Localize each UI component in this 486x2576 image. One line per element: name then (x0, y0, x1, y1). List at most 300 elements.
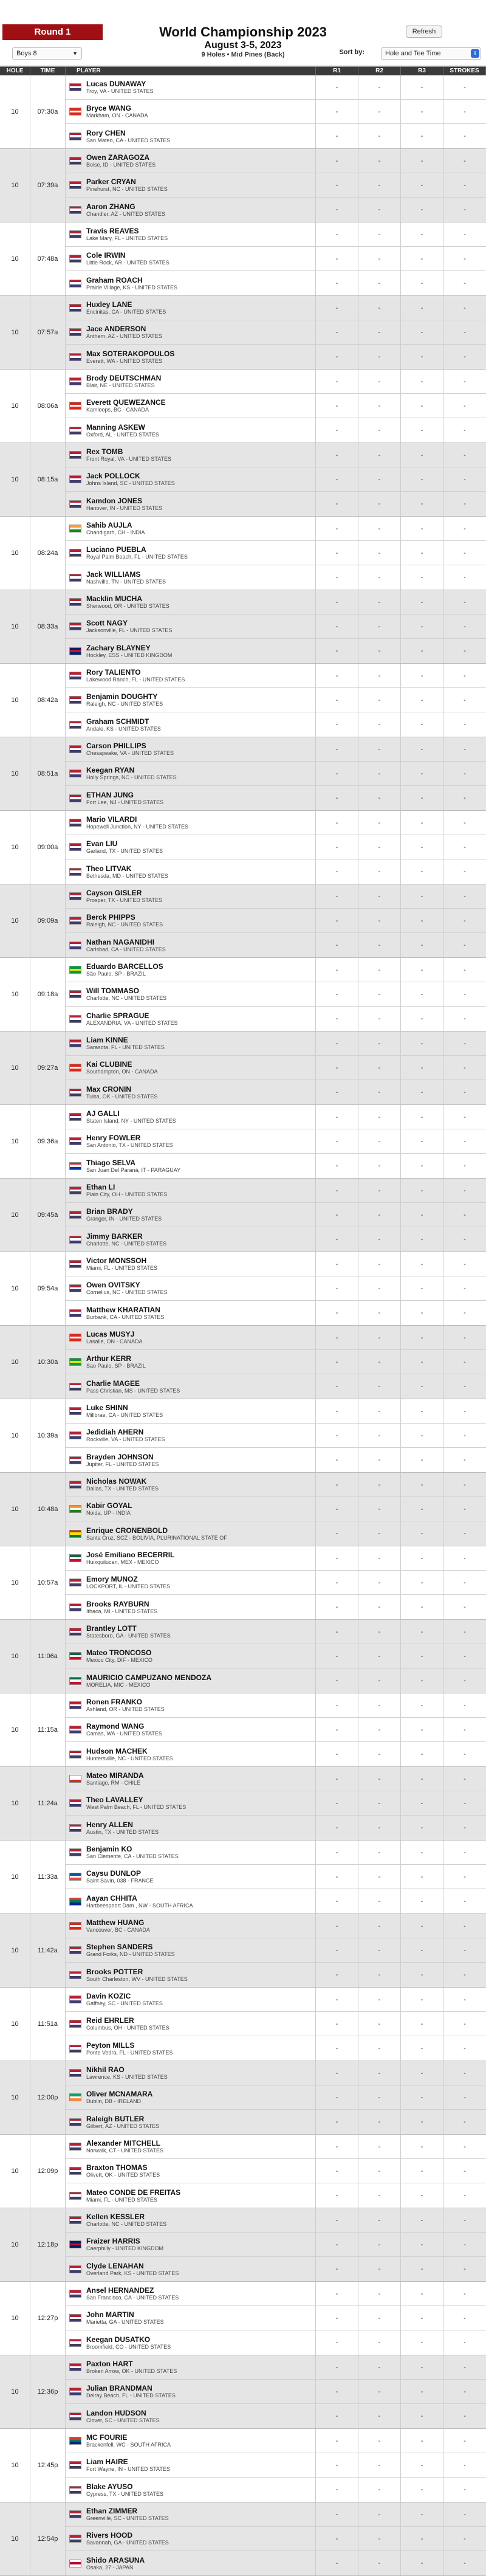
score-r1: - (316, 1914, 358, 1938)
player-name[interactable]: Arthur KERR (86, 1354, 131, 1363)
player-row[interactable] (66, 1669, 486, 1693)
player-name[interactable]: Evan LIU (86, 839, 118, 848)
score-r3: - (401, 1546, 443, 1570)
group-players (66, 1546, 486, 1619)
player-name[interactable]: Rory TALIENTO (86, 668, 141, 677)
group-tee-time: 12:18p (30, 2208, 66, 2281)
player-name[interactable]: Peyton MILLS (86, 2040, 135, 2050)
player-name[interactable]: Theo LITVAK (86, 864, 132, 873)
score-r3: - (401, 1399, 443, 1423)
player-row[interactable] (66, 2110, 486, 2134)
player-name[interactable]: Keegan RYAN (86, 766, 135, 774)
player-row[interactable] (66, 1841, 486, 1865)
group-tee-time: 11:06a (30, 1620, 66, 1693)
player-row[interactable] (66, 762, 486, 786)
division-select[interactable] (12, 47, 82, 60)
player-row[interactable] (66, 1742, 486, 1766)
player-row[interactable] (66, 615, 486, 639)
player-row[interactable] (66, 2380, 486, 2404)
player-name[interactable]: Charlie MAGEE (86, 1379, 140, 1388)
player-name[interactable]: Will TOMMASO (86, 987, 139, 995)
score-r2: - (358, 1644, 401, 1668)
score-r2: - (358, 884, 401, 908)
player-info (66, 1129, 316, 1153)
player-row[interactable] (66, 173, 486, 198)
player-location: Sarasota, FL - UNITED STATES (86, 1044, 165, 1050)
player-row[interactable] (66, 2257, 486, 2281)
player-name[interactable]: Liam KINNE (86, 1036, 128, 1044)
player-name[interactable]: Julian BRANDMAN (86, 2384, 152, 2392)
player-row[interactable] (66, 1816, 486, 1840)
player-name[interactable]: Alexander MITCHELL (86, 2139, 161, 2147)
player-row[interactable] (66, 1154, 486, 1178)
player-location: Norwalk, CT - UNITED STATES (86, 2147, 164, 2154)
score-strokes: - (464, 1162, 466, 1169)
player-name[interactable]: Theo LAVALLEY (86, 1796, 143, 1804)
player-name[interactable]: Parker CRYAN (86, 177, 136, 186)
player-row[interactable] (66, 394, 486, 418)
score-r3: - (401, 1816, 443, 1840)
player-row[interactable] (66, 786, 486, 810)
player-row[interactable] (66, 1988, 486, 2012)
player-row[interactable] (66, 1791, 486, 1816)
player-name[interactable]: Shido ARASUNA (86, 2555, 145, 2564)
player-row[interactable] (66, 320, 486, 345)
score-r1: - (316, 565, 358, 590)
player-row[interactable] (66, 149, 486, 173)
player-name[interactable]: Nathan NAGANIDHI (86, 937, 155, 946)
tee-group (0, 590, 486, 664)
score-r2: - (358, 443, 401, 467)
player-name[interactable]: Kabir GOYAL (86, 1501, 132, 1510)
player-name[interactable]: Keegan DUSATKO (86, 2335, 151, 2344)
score-r2: - (358, 1963, 401, 1987)
player-name[interactable]: Manning ASKEW (86, 422, 145, 432)
score-r2: - (358, 1841, 401, 1864)
score-r3: - (401, 2208, 443, 2232)
player-name[interactable]: Max CRONIN (86, 1084, 132, 1093)
player-info (66, 2282, 316, 2306)
player-row[interactable] (66, 2061, 486, 2085)
player-row[interactable] (66, 517, 486, 541)
player-row[interactable] (66, 1105, 486, 1129)
player-name[interactable]: Scott NAGY (86, 619, 128, 627)
column-time[interactable]: TIME (30, 67, 66, 75)
player-row[interactable] (66, 1227, 486, 1252)
player-row[interactable] (66, 124, 486, 148)
score-strokes: - (464, 647, 466, 655)
player-row[interactable] (66, 1571, 486, 1595)
player-row[interactable] (66, 467, 486, 492)
player-name[interactable]: Eduardo BARCELLOS (86, 962, 163, 971)
score-r1: - (316, 2355, 358, 2379)
player-row[interactable] (66, 345, 486, 369)
player-row[interactable] (66, 247, 486, 271)
player-name[interactable]: Aaron ZHANG (86, 202, 135, 211)
player-row[interactable] (66, 1718, 486, 1742)
player-name[interactable]: Brantley LOTT (86, 1624, 137, 1633)
player-name[interactable]: Bryce WANG (86, 104, 132, 112)
player-row[interactable] (66, 2036, 486, 2061)
player-name[interactable]: Oliver MCNAMARA (86, 2090, 153, 2098)
player-row[interactable] (66, 296, 486, 320)
score-r1: - (316, 1988, 358, 2011)
column-r2[interactable]: R2 (358, 67, 401, 75)
player-name[interactable]: Cole IRWIN (86, 251, 126, 260)
player-row[interactable] (66, 2404, 486, 2428)
player-name[interactable]: Raymond WANG (86, 1722, 145, 1731)
player-row[interactable] (66, 222, 486, 247)
player-row[interactable] (66, 1521, 486, 1546)
player-row[interactable] (66, 2159, 486, 2183)
player-info (66, 1203, 316, 1227)
country-flag-icon (69, 1726, 81, 1734)
player-name[interactable]: Rivers HOOD (86, 2531, 133, 2540)
score-r2: - (358, 1497, 401, 1521)
player-row[interactable] (66, 1129, 486, 1154)
player-name[interactable]: Brody DEUTSCHMAN (86, 374, 162, 382)
player-row[interactable] (66, 1497, 486, 1521)
column-r1[interactable]: R1 (316, 67, 358, 75)
player-info (66, 933, 316, 957)
player-info (66, 2085, 316, 2109)
score-strokes: - (464, 1824, 466, 1831)
score-r3: - (401, 1080, 443, 1104)
player-name[interactable]: Everett QUEWEZANCE (86, 398, 166, 407)
player-info (66, 2355, 316, 2379)
player-row[interactable] (66, 271, 486, 295)
player-name[interactable]: Brian BRADY (86, 1207, 133, 1216)
player-row[interactable] (66, 688, 486, 712)
score-strokes: - (464, 966, 466, 974)
player-name[interactable]: Raleigh BUTLER (86, 2114, 145, 2123)
player-row[interactable] (66, 1767, 486, 1791)
player-row[interactable] (66, 2208, 486, 2233)
player-location: Hopewell Junction, NY - UNITED STATES (86, 824, 189, 830)
player-name[interactable]: Luke SHINN (86, 1403, 128, 1412)
player-name[interactable]: Owen ZARAGOZA (86, 153, 149, 162)
player-name[interactable]: Matthew KHARATIAN (86, 1305, 160, 1314)
player-row[interactable] (66, 664, 486, 688)
score-r2: - (358, 1742, 401, 1766)
score-r2: - (358, 1693, 401, 1717)
player-row[interactable] (66, 2012, 486, 2036)
player-row[interactable] (66, 835, 486, 859)
player-row[interactable] (66, 1865, 486, 1889)
player-name[interactable]: Ansel HERNANDEZ (86, 2286, 154, 2295)
score-r3: - (401, 1644, 443, 1668)
player-row[interactable] (66, 1595, 486, 1619)
player-row[interactable] (66, 737, 486, 762)
player-row[interactable] (66, 982, 486, 1007)
player-name[interactable]: Lucas DUNAWAY (86, 80, 146, 88)
player-name[interactable]: Matthew HUANG (86, 1918, 145, 1927)
player-row[interactable] (66, 1031, 486, 1056)
player-name[interactable]: Blake AYUSO (86, 2482, 133, 2491)
score-strokes: - (464, 2045, 466, 2052)
player-name[interactable]: Kai CLUBINE (86, 1060, 132, 1069)
player-row[interactable] (66, 1203, 486, 1227)
player-name[interactable]: Brooks RAYBURN (86, 1599, 149, 1608)
score-strokes: - (464, 1334, 466, 1341)
player-name[interactable]: Clyde LENAHAN (86, 2261, 144, 2270)
score-r3: - (401, 345, 443, 369)
player-row[interactable] (66, 1374, 486, 1399)
player-location: LOCKPORT, IL - UNITED STATES (86, 1583, 171, 1589)
player-row[interactable] (66, 1963, 486, 1987)
player-info (66, 1080, 316, 1104)
player-name[interactable]: Lucas MUSYJ (86, 1330, 135, 1338)
player-info (66, 1914, 316, 1938)
player-row[interactable] (66, 958, 486, 982)
group-players (66, 1473, 486, 1546)
player-row[interactable] (66, 1326, 486, 1350)
player-row[interactable] (66, 2330, 486, 2355)
score-strokes: - (464, 304, 466, 312)
player-name[interactable]: Thiago SELVA (86, 1158, 135, 1167)
player-row[interactable] (66, 418, 486, 443)
player-name[interactable]: Kamdon JONES (86, 496, 143, 505)
player-row[interactable] (66, 1350, 486, 1374)
player-row[interactable] (66, 909, 486, 933)
player-name[interactable]: Jedidiah AHERN (86, 1428, 144, 1436)
player-name[interactable]: Cayson GISLER (86, 889, 142, 897)
player-row[interactable] (66, 2429, 486, 2453)
player-row[interactable] (66, 1276, 486, 1301)
column-strokes[interactable]: STROKES (443, 67, 486, 75)
player-name[interactable]: MAURICIO CAMPUZANO MENDOZA (86, 1673, 211, 1682)
player-info (66, 467, 316, 491)
country-flag-icon (69, 1775, 81, 1783)
score-strokes: - (464, 1137, 466, 1145)
player-name[interactable]: Zachary BLAYNEY (86, 643, 151, 652)
player-row[interactable] (66, 2355, 486, 2380)
column-player[interactable]: PLAYER (66, 67, 316, 75)
player-info (66, 2551, 316, 2575)
player-name[interactable]: Jack WILLIAMS (86, 570, 141, 579)
player-name[interactable]: Landon HUDSON (86, 2408, 146, 2417)
score-strokes: - (464, 672, 466, 680)
player-row[interactable] (66, 2551, 486, 2575)
player-name[interactable]: Benjamin KO (86, 1845, 132, 1853)
player-row[interactable] (66, 2282, 486, 2306)
player-name[interactable]: Charlie SPRAGUE (86, 1011, 149, 1020)
player-name[interactable]: Reid EHRLER (86, 2016, 134, 2025)
player-name[interactable]: Fraizer HARRIS (86, 2237, 140, 2245)
country-flag-icon (69, 2069, 81, 2077)
player-row[interactable] (66, 1914, 486, 1938)
player-row[interactable] (66, 712, 486, 737)
player-row[interactable] (66, 492, 486, 516)
player-name[interactable]: Ethan ZIMMER (86, 2507, 137, 2515)
score-r2: - (358, 2110, 401, 2134)
player-info (66, 2502, 316, 2526)
player-name[interactable]: Ronen FRANKO (86, 1698, 142, 1706)
player-name[interactable]: Berck PHIPPS (86, 913, 135, 921)
player-name[interactable]: Mario VILARDI (86, 815, 137, 824)
player-name[interactable]: Jimmy BARKER (86, 1231, 143, 1241)
player-name[interactable]: Brooks POTTER (86, 1967, 143, 1976)
player-name[interactable]: Henry ALLEN (86, 1820, 133, 1829)
player-name[interactable]: Paxton HART (86, 2360, 133, 2368)
player-name[interactable]: Hudson MACHEK (86, 1746, 148, 1755)
player-name[interactable]: Rory CHEN (86, 128, 126, 137)
player-name[interactable]: Ethan LI (86, 1183, 115, 1191)
player-row[interactable] (66, 1301, 486, 1325)
player-row[interactable] (66, 2502, 486, 2527)
tee-group (0, 1767, 486, 1841)
player-name[interactable]: Kellen KESSLER (86, 2213, 145, 2221)
player-row[interactable] (66, 1448, 486, 1472)
player-name[interactable]: Victor MONSSOH (86, 1256, 147, 1265)
player-row[interactable] (66, 1179, 486, 1203)
player-row[interactable] (66, 100, 486, 124)
player-name[interactable]: Stephen SANDERS (86, 1943, 153, 1951)
player-name[interactable]: Braxton THOMAS (86, 2163, 148, 2172)
player-name[interactable]: MC FOURIE (86, 2433, 128, 2442)
player-row[interactable] (66, 1252, 486, 1276)
player-row[interactable] (66, 541, 486, 565)
player-name[interactable]: José Emiliano BECERRIL (86, 1551, 175, 1559)
player-name[interactable]: ETHAN JUNG (86, 790, 134, 799)
player-name[interactable]: Nicholas NOWAK (86, 1477, 147, 1486)
player-name[interactable]: Owen OVITSKY (86, 1281, 140, 1289)
player-info (66, 664, 316, 687)
player-name[interactable]: Enrique CRONENBOLD (86, 1526, 168, 1535)
player-row[interactable] (66, 1546, 486, 1571)
player-row[interactable] (66, 859, 486, 884)
player-row[interactable] (66, 1620, 486, 1644)
player-name[interactable]: Jack POLLOCK (86, 472, 140, 480)
player-row[interactable] (66, 590, 486, 615)
player-name[interactable]: Sahib AUJLA (86, 521, 132, 529)
player-name[interactable]: Brayden JOHNSON (86, 1452, 154, 1461)
tee-group (0, 958, 486, 1031)
player-row[interactable] (66, 1644, 486, 1669)
player-row[interactable] (66, 370, 486, 394)
player-row[interactable] (66, 2478, 486, 2502)
score-r2: - (358, 517, 401, 540)
player-name[interactable]: Huxley LANE (86, 300, 132, 309)
player-name[interactable]: Mateo CONDE DE FREITAS (86, 2188, 181, 2197)
player-location: Overland Park, KS - UNITED STATES (86, 2270, 179, 2276)
score-r1: - (316, 2330, 358, 2355)
player-row[interactable] (66, 811, 486, 835)
player-name[interactable]: Macklin MUCHA (86, 594, 143, 603)
player-location: Charlotte, NC - UNITED STATES (86, 1240, 167, 1247)
score-strokes: - (464, 2412, 466, 2420)
player-row[interactable] (66, 1056, 486, 1080)
country-flag-icon (69, 721, 81, 729)
player-row[interactable] (66, 1399, 486, 1424)
player-name[interactable]: Travis REAVES (86, 227, 139, 235)
refresh-button[interactable]: Refresh (406, 26, 442, 38)
player-name[interactable]: Max SOTERAKOPOULOS (86, 349, 175, 358)
player-info (66, 884, 316, 908)
player-name[interactable]: John MARTIN (86, 2310, 134, 2319)
sort-select[interactable] (381, 47, 481, 60)
player-row[interactable] (66, 2306, 486, 2330)
player-row[interactable] (66, 75, 486, 100)
player-location: Chesapeake, VA - UNITED STATES (86, 750, 174, 756)
player-name[interactable]: Mateo TRONCOSO (86, 1648, 152, 1657)
player-row[interactable] (66, 639, 486, 663)
player-name[interactable]: Mateo MIRANDA (86, 1771, 144, 1780)
player-row[interactable] (66, 1889, 486, 1913)
player-location: Ithaca, MI - UNITED STATES (86, 1608, 158, 1614)
player-name[interactable]: Liam HAIRE (86, 2457, 128, 2466)
player-name[interactable]: Graham SCHMIDT (86, 717, 149, 726)
group-hole: 10 (0, 811, 30, 884)
group-tee-time: 11:42a (30, 1914, 66, 1987)
player-row[interactable] (66, 2453, 486, 2478)
score-r1: - (316, 1742, 358, 1766)
country-flag-icon (69, 2240, 81, 2248)
player-row[interactable] (66, 565, 486, 590)
score-r2: - (358, 394, 401, 418)
player-row[interactable] (66, 933, 486, 957)
player-location: Camas, WA - UNITED STATES (86, 1731, 162, 1737)
column-hole[interactable]: HOLE (0, 67, 30, 75)
score-strokes: - (464, 622, 466, 630)
column-r3[interactable]: R3 (401, 67, 443, 75)
score-r3: - (401, 1473, 443, 1496)
player-name[interactable]: Nikhil RAO (86, 2065, 125, 2074)
group-hole: 10 (0, 2502, 30, 2575)
player-name[interactable]: Jace ANDERSON (86, 325, 146, 333)
player-row[interactable] (66, 1080, 486, 1104)
score-r2: - (358, 1546, 401, 1570)
player-row[interactable] (66, 884, 486, 909)
player-name[interactable]: Davin KOZIC (86, 1992, 131, 2000)
score-r2: - (358, 982, 401, 1006)
player-row[interactable] (66, 443, 486, 467)
player-row[interactable] (66, 2233, 486, 2257)
player-row[interactable] (66, 198, 486, 222)
player-row[interactable] (66, 2085, 486, 2110)
player-row[interactable] (66, 1007, 486, 1031)
country-flag-icon (69, 1260, 81, 1268)
player-name[interactable]: Emory MUNOZ (86, 1575, 138, 1583)
player-row[interactable] (66, 1693, 486, 1718)
player-location: Miami, FL - UNITED STATES (86, 1265, 157, 1271)
player-row[interactable] (66, 1473, 486, 1497)
player-name[interactable]: AJ GALLI (86, 1109, 120, 1118)
tee-group (0, 1473, 486, 1546)
player-name[interactable]: Henry FOWLER (86, 1134, 141, 1142)
score-strokes: - (464, 1186, 466, 1194)
player-row[interactable] (66, 2135, 486, 2159)
player-row[interactable] (66, 1424, 486, 1448)
score-r3: - (401, 737, 443, 761)
score-r2: - (358, 2012, 401, 2036)
country-flag-icon (69, 1824, 81, 1832)
player-row[interactable] (66, 1938, 486, 1963)
player-name[interactable]: Graham ROACH (86, 275, 143, 284)
player-row[interactable] (66, 2183, 486, 2208)
player-name[interactable]: Luciano PUEBLA (86, 545, 146, 554)
player-name[interactable]: Caysu DUNLOP (86, 1869, 142, 1878)
player-location: Clover, SC - UNITED STATES (86, 2417, 160, 2423)
player-name[interactable]: Benjamin DOUGHTY (86, 692, 158, 701)
player-row[interactable] (66, 2527, 486, 2551)
score-r1: - (316, 1497, 358, 1521)
player-name[interactable]: Rex TOMB (86, 447, 123, 456)
player-name[interactable]: Aayan CHHITA (86, 1893, 137, 1903)
player-info (66, 320, 316, 344)
player-info (66, 247, 316, 270)
player-name[interactable]: Carson PHILLIPS (86, 742, 146, 750)
